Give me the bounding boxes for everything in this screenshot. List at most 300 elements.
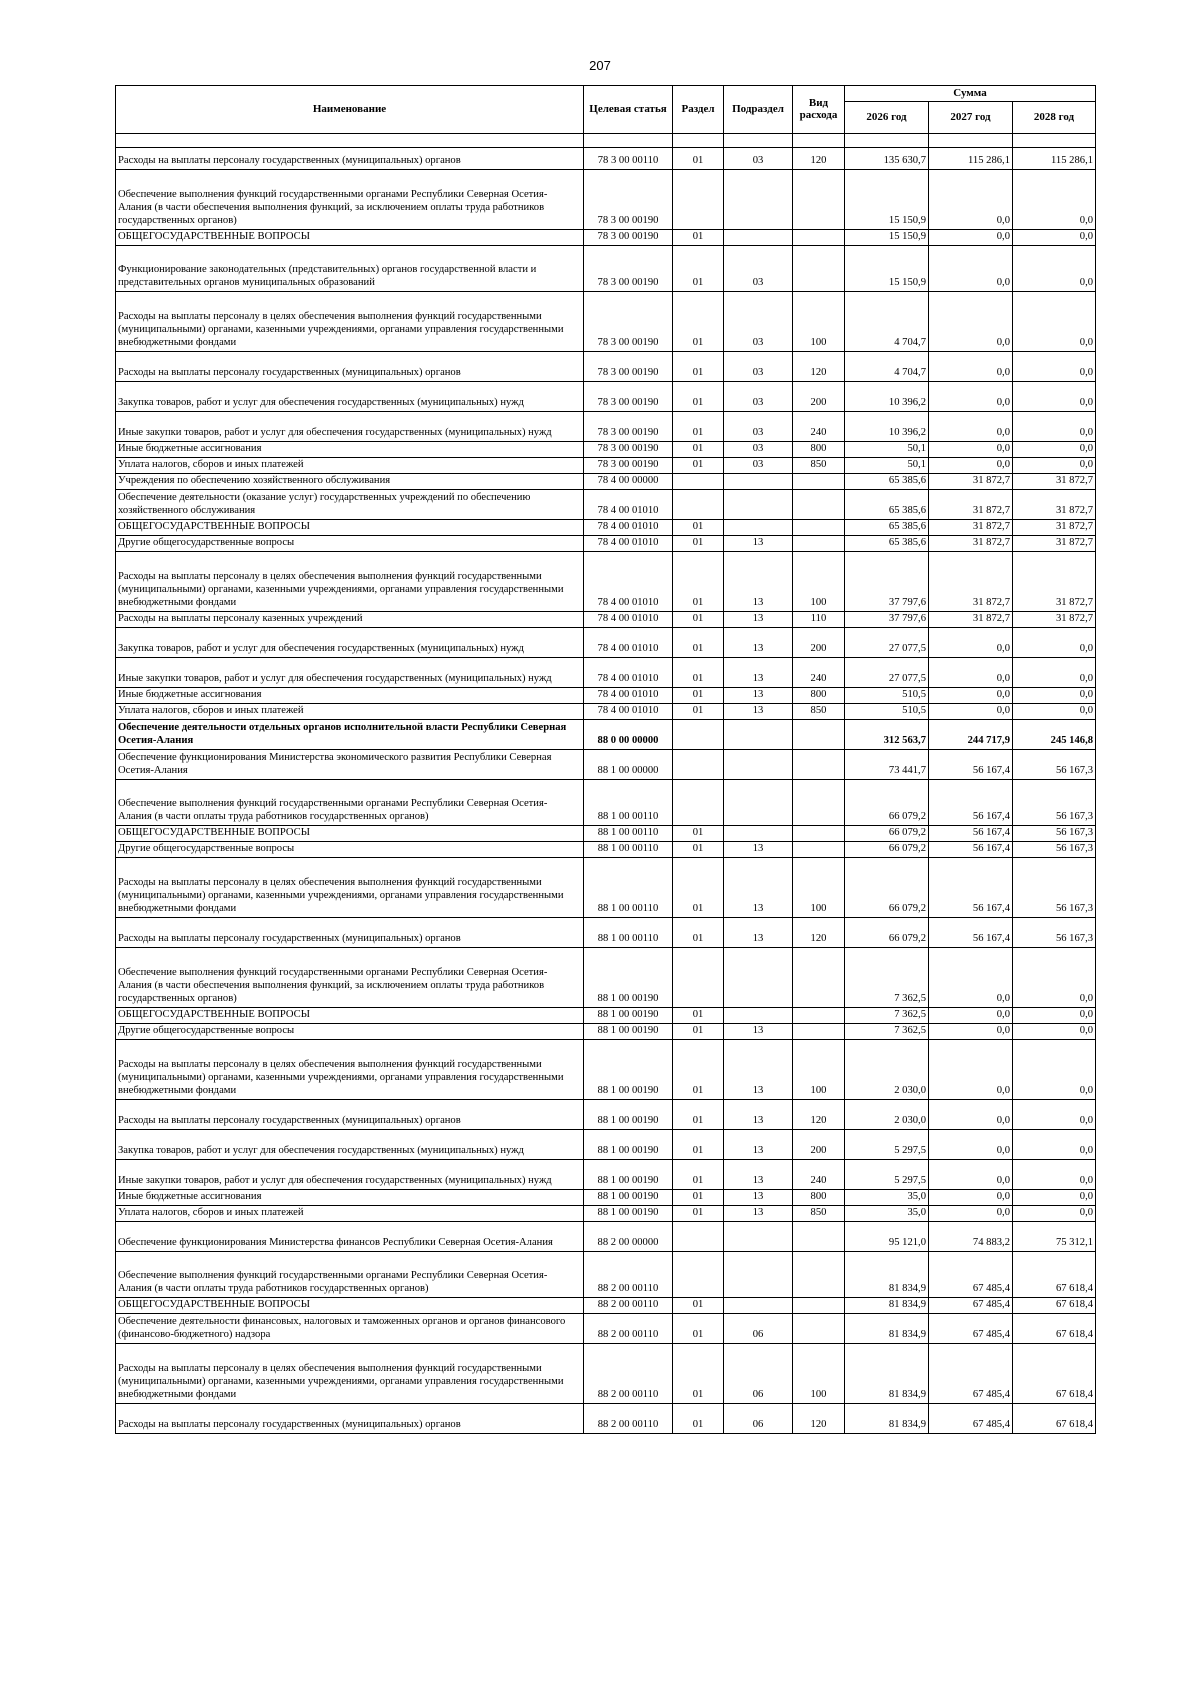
cell-sum-2028: 56 167,3 (1013, 858, 1096, 918)
col-header-2028: 2028 год (1013, 102, 1096, 134)
cell-sum-2026: 135 630,7 (845, 148, 929, 170)
cell-expense-type: 800 (793, 688, 845, 704)
cell-target-code: 88 0 00 00000 (584, 720, 673, 750)
cell-sum-2028: 0,0 (1013, 412, 1096, 442)
cell-sum-2026: 15 150,9 (845, 246, 929, 292)
cell-expense-type (793, 1222, 845, 1252)
cell-section: 01 (673, 352, 724, 382)
cell-expense-type: 120 (793, 148, 845, 170)
cell-subsection: 03 (724, 382, 793, 412)
cell-subsection: 03 (724, 442, 793, 458)
table-row (116, 948, 1096, 1008)
cell-section: 01 (673, 292, 724, 352)
cell-section: 01 (673, 1100, 724, 1130)
cell-subsection (724, 750, 793, 780)
cell-target-code: 88 1 00 00110 (584, 858, 673, 918)
table-row (116, 858, 1096, 918)
cell-name: ОБЩЕГОСУДАРСТВЕННЫЕ ВОПРОСЫ (116, 826, 584, 842)
cell-subsection: 13 (724, 704, 793, 720)
cell-target-code: 88 2 00 00110 (584, 1404, 673, 1434)
cell-section: 01 (673, 612, 724, 628)
cell-subsection: 03 (724, 246, 793, 292)
cell-sum-2028: 56 167,3 (1013, 826, 1096, 842)
cell-name: Иные закупки товаров, работ и услуг для обеспечения государственных (муниципальных) нужд (116, 1160, 584, 1190)
cell-expense-type (793, 1298, 845, 1314)
table-row (116, 490, 1096, 520)
cell-sum-2028: 245 146,8 (1013, 720, 1096, 750)
cell-target-code: 88 1 00 00190 (584, 1206, 673, 1222)
cell-name: Уплата налогов, сборов и иных платежей (116, 704, 584, 720)
cell-sum-2028: 31 872,7 (1013, 520, 1096, 536)
cell-subsection (724, 720, 793, 750)
cell-target-code: 78 4 00 01010 (584, 704, 673, 720)
cell-sum-2026: 81 834,9 (845, 1404, 929, 1434)
cell-expense-type: 850 (793, 458, 845, 474)
cell-sum-2028: 0,0 (1013, 1008, 1096, 1024)
cell-section: 01 (673, 1190, 724, 1206)
table-row (116, 1252, 1096, 1298)
cell-sum-2026: 2 030,0 (845, 1100, 929, 1130)
cell-sum-2026: 66 079,2 (845, 826, 929, 842)
cell-sum-2028: 67 618,4 (1013, 1314, 1096, 1344)
cell-name: Расходы на выплаты персоналу в целях обеспечения выполнения функций государственными (муниципальными) органами, казенными учреждениями, органами управления государственными внебюджетными фондами (116, 292, 584, 352)
cell-sum-2026: 37 797,6 (845, 552, 929, 612)
cell-sum-2026: 4 704,7 (845, 292, 929, 352)
cell-section (673, 170, 724, 230)
cell-name: Иные бюджетные ассигнования (116, 442, 584, 458)
cell-target-code: 78 4 00 01010 (584, 628, 673, 658)
cell-target-code: 78 4 00 01010 (584, 688, 673, 704)
cell-sum-2027: 0,0 (929, 170, 1013, 230)
cell-expense-type (793, 246, 845, 292)
cell-section (673, 490, 724, 520)
cell-subsection: 06 (724, 1314, 793, 1344)
cell-sum-2027: 74 883,2 (929, 1222, 1013, 1252)
table-row (116, 750, 1096, 780)
table-row (116, 292, 1096, 352)
table-row (116, 352, 1096, 382)
cell-sum-2026: 2 030,0 (845, 1040, 929, 1100)
cell-sum-2027: 0,0 (929, 1040, 1013, 1100)
cell-subsection: 03 (724, 458, 793, 474)
col-header-2027: 2027 год (929, 102, 1013, 134)
cell-subsection: 13 (724, 858, 793, 918)
cell-sum-2028: 67 618,4 (1013, 1298, 1096, 1314)
cell-target-code: 88 2 00 00110 (584, 1252, 673, 1298)
cell-expense-type (793, 1252, 845, 1298)
cell-target-code: 88 2 00 00000 (584, 1222, 673, 1252)
cell-name: Иные закупки товаров, работ и услуг для обеспечения государственных (муниципальных) нужд (116, 658, 584, 688)
cell-target-code: 78 3 00 00190 (584, 170, 673, 230)
table-row (116, 1190, 1096, 1206)
cell-name: Обеспечение выполнения функций государственными органами Республики Северная Осетия-Алания (в части оплаты труда работников государственных органов) (116, 780, 584, 826)
cell-sum-2027: 56 167,4 (929, 826, 1013, 842)
cell-subsection (724, 826, 793, 842)
table-row (116, 246, 1096, 292)
cell-subsection (724, 1008, 793, 1024)
table-row (116, 1040, 1096, 1100)
cell-subsection: 13 (724, 1190, 793, 1206)
cell-sum-2027: 31 872,7 (929, 552, 1013, 612)
cell-target-code: 88 2 00 00110 (584, 1314, 673, 1344)
table-row (116, 148, 1096, 170)
table-row (116, 1404, 1096, 1434)
cell-expense-type (793, 170, 845, 230)
cell-name: Другие общегосударственные вопросы (116, 1024, 584, 1040)
cell-sum-2028: 31 872,7 (1013, 490, 1096, 520)
cell-expense-type (793, 750, 845, 780)
cell-expense-type: 240 (793, 412, 845, 442)
cell-target-code: 88 1 00 00110 (584, 842, 673, 858)
cell-sum-2027: 0,0 (929, 382, 1013, 412)
cell-section: 01 (673, 1130, 724, 1160)
cell-sum-2028: 0,0 (1013, 1024, 1096, 1040)
cell-sum-2026: 510,5 (845, 704, 929, 720)
cell-target-code: 78 3 00 00190 (584, 352, 673, 382)
cell-expense-type: 100 (793, 858, 845, 918)
cell-sum-2027: 56 167,4 (929, 750, 1013, 780)
cell-section: 01 (673, 1298, 724, 1314)
cell-sum-2026: 7 362,5 (845, 1024, 929, 1040)
cell-expense-type: 120 (793, 1404, 845, 1434)
cell-target-code: 88 1 00 00190 (584, 948, 673, 1008)
cell-name: Обеспечение функционирования Министерства экономического развития Республики Северная Осетия-Алания (116, 750, 584, 780)
cell-sum-2028: 0,0 (1013, 704, 1096, 720)
cell-name: ОБЩЕГОСУДАРСТВЕННЫЕ ВОПРОСЫ (116, 520, 584, 536)
cell-sum-2028: 0,0 (1013, 1160, 1096, 1190)
cell-section: 01 (673, 1344, 724, 1404)
cell-expense-type: 200 (793, 628, 845, 658)
cell-subsection (724, 780, 793, 826)
cell-target-code: 78 4 00 01010 (584, 490, 673, 520)
table-row (116, 474, 1096, 490)
cell-sum-2028: 0,0 (1013, 628, 1096, 658)
cell-sum-2027: 115 286,1 (929, 148, 1013, 170)
cell-sum-2027: 244 717,9 (929, 720, 1013, 750)
col-header-2026: 2026 год (845, 102, 929, 134)
table-body (116, 134, 1096, 1434)
cell-name: Расходы на выплаты персоналу государственных (муниципальных) органов (116, 1404, 584, 1434)
cell-subsection: 06 (724, 1344, 793, 1404)
cell-subsection: 13 (724, 1100, 793, 1130)
cell-sum-2028: 0,0 (1013, 1100, 1096, 1130)
header-spacer-row (116, 134, 1096, 148)
cell-sum-2026: 65 385,6 (845, 520, 929, 536)
cell-expense-type (793, 474, 845, 490)
cell-sum-2026: 5 297,5 (845, 1130, 929, 1160)
cell-sum-2028: 31 872,7 (1013, 552, 1096, 612)
cell-target-code: 78 3 00 00190 (584, 292, 673, 352)
cell-section: 01 (673, 628, 724, 658)
cell-target-code: 88 1 00 00110 (584, 918, 673, 948)
table-row (116, 552, 1096, 612)
cell-subsection: 13 (724, 658, 793, 688)
cell-sum-2026: 66 079,2 (845, 918, 929, 948)
cell-target-code: 78 4 00 00000 (584, 474, 673, 490)
cell-name: Расходы на выплаты персоналу государственных (муниципальных) органов (116, 918, 584, 948)
cell-sum-2026: 510,5 (845, 688, 929, 704)
table-row (116, 688, 1096, 704)
cell-sum-2027: 0,0 (929, 230, 1013, 246)
cell-sum-2028: 67 618,4 (1013, 1252, 1096, 1298)
cell-sum-2026: 66 079,2 (845, 858, 929, 918)
cell-sum-2028: 0,0 (1013, 948, 1096, 1008)
cell-sum-2026: 95 121,0 (845, 1222, 929, 1252)
cell-sum-2028: 0,0 (1013, 688, 1096, 704)
cell-expense-type: 110 (793, 612, 845, 628)
cell-sum-2028: 0,0 (1013, 1040, 1096, 1100)
cell-sum-2027: 0,0 (929, 704, 1013, 720)
cell-section: 01 (673, 1040, 724, 1100)
cell-section (673, 948, 724, 1008)
cell-target-code: 78 3 00 00190 (584, 230, 673, 246)
cell-expense-type (793, 1008, 845, 1024)
cell-subsection: 13 (724, 918, 793, 948)
cell-sum-2027: 67 485,4 (929, 1404, 1013, 1434)
cell-name: Расходы на выплаты персоналу в целях обеспечения выполнения функций государственными (муниципальными) органами, казенными учреждениями, органами управления государственными внебюджетными фондами (116, 552, 584, 612)
cell-section: 01 (673, 412, 724, 442)
cell-subsection: 13 (724, 612, 793, 628)
table-row (116, 230, 1096, 246)
cell-section: 01 (673, 230, 724, 246)
cell-name: Закупка товаров, работ и услуг для обеспечения государственных (муниципальных) нужд (116, 1130, 584, 1160)
cell-subsection (724, 948, 793, 1008)
cell-sum-2027: 67 485,4 (929, 1344, 1013, 1404)
table-row (116, 1100, 1096, 1130)
cell-sum-2027: 56 167,4 (929, 858, 1013, 918)
cell-expense-type (793, 842, 845, 858)
cell-expense-type (793, 720, 845, 750)
cell-sum-2028: 67 618,4 (1013, 1404, 1096, 1434)
cell-name: Другие общегосударственные вопросы (116, 842, 584, 858)
cell-subsection (724, 1298, 793, 1314)
col-header-expense-type: Вид расхода (793, 86, 845, 134)
cell-sum-2026: 37 797,6 (845, 612, 929, 628)
cell-subsection: 03 (724, 148, 793, 170)
cell-sum-2028: 0,0 (1013, 658, 1096, 688)
cell-target-code: 88 1 00 00190 (584, 1160, 673, 1190)
cell-sum-2028: 31 872,7 (1013, 474, 1096, 490)
cell-sum-2028: 56 167,3 (1013, 750, 1096, 780)
cell-sum-2027: 56 167,4 (929, 780, 1013, 826)
table-row (116, 780, 1096, 826)
cell-sum-2027: 56 167,4 (929, 918, 1013, 948)
cell-target-code: 88 1 00 00190 (584, 1130, 673, 1160)
cell-sum-2026: 65 385,6 (845, 490, 929, 520)
cell-sum-2026: 66 079,2 (845, 780, 929, 826)
cell-subsection: 13 (724, 1040, 793, 1100)
cell-section (673, 1252, 724, 1298)
table-row (116, 520, 1096, 536)
cell-section (673, 1222, 724, 1252)
cell-expense-type: 850 (793, 1206, 845, 1222)
cell-expense-type: 200 (793, 382, 845, 412)
cell-name: ОБЩЕГОСУДАРСТВЕННЫЕ ВОПРОСЫ (116, 1008, 584, 1024)
cell-expense-type (793, 826, 845, 842)
cell-expense-type (793, 1024, 845, 1040)
cell-section: 01 (673, 246, 724, 292)
cell-sum-2027: 67 485,4 (929, 1252, 1013, 1298)
cell-expense-type: 100 (793, 552, 845, 612)
table-row (116, 1314, 1096, 1344)
cell-sum-2028: 56 167,3 (1013, 918, 1096, 948)
cell-name: Уплата налогов, сборов и иных платежей (116, 1206, 584, 1222)
cell-target-code: 78 4 00 01010 (584, 552, 673, 612)
cell-section (673, 750, 724, 780)
cell-sum-2027: 0,0 (929, 352, 1013, 382)
cell-expense-type (793, 230, 845, 246)
cell-target-code: 88 2 00 00110 (584, 1298, 673, 1314)
cell-sum-2027: 0,0 (929, 292, 1013, 352)
cell-sum-2028: 56 167,3 (1013, 842, 1096, 858)
cell-target-code: 78 3 00 00190 (584, 442, 673, 458)
cell-subsection: 13 (724, 1206, 793, 1222)
cell-sum-2028: 31 872,7 (1013, 536, 1096, 552)
cell-section: 01 (673, 688, 724, 704)
cell-sum-2028: 75 312,1 (1013, 1222, 1096, 1252)
cell-sum-2026: 27 077,5 (845, 628, 929, 658)
cell-sum-2028: 0,0 (1013, 1130, 1096, 1160)
cell-sum-2028: 31 872,7 (1013, 612, 1096, 628)
cell-subsection (724, 520, 793, 536)
cell-sum-2027: 0,0 (929, 688, 1013, 704)
cell-section: 01 (673, 842, 724, 858)
cell-section: 01 (673, 536, 724, 552)
cell-expense-type: 240 (793, 658, 845, 688)
cell-target-code: 88 1 00 00110 (584, 826, 673, 842)
col-header-subsection: Подраздел (724, 86, 793, 134)
cell-name: Закупка товаров, работ и услуг для обеспечения государственных (муниципальных) нужд (116, 382, 584, 412)
cell-name: Закупка товаров, работ и услуг для обеспечения государственных (муниципальных) нужд (116, 628, 584, 658)
cell-section: 01 (673, 704, 724, 720)
col-header-name: Наименование (116, 86, 584, 134)
cell-sum-2028: 0,0 (1013, 230, 1096, 246)
cell-sum-2027: 31 872,7 (929, 612, 1013, 628)
cell-sum-2027: 0,0 (929, 658, 1013, 688)
cell-sum-2027: 0,0 (929, 1190, 1013, 1206)
cell-name: Обеспечение выполнения функций государственными органами Республики Северная Осетия-Алания (в части обеспечения выполнения функций, за исключением оплаты труда работников государственных органов) (116, 170, 584, 230)
cell-sum-2026: 4 704,7 (845, 352, 929, 382)
cell-name: Расходы на выплаты персоналу в целях обеспечения выполнения функций государственными (муниципальными) органами, казенными учреждениями, органами управления государственными внебюджетными фондами (116, 1040, 584, 1100)
cell-target-code: 78 4 00 01010 (584, 520, 673, 536)
cell-expense-type (793, 490, 845, 520)
cell-sum-2026: 81 834,9 (845, 1314, 929, 1344)
cell-sum-2027: 67 485,4 (929, 1298, 1013, 1314)
cell-name: Расходы на выплаты персоналу государственных (муниципальных) органов (116, 1100, 584, 1130)
cell-expense-type: 120 (793, 918, 845, 948)
cell-subsection: 06 (724, 1404, 793, 1434)
cell-subsection: 13 (724, 1130, 793, 1160)
cell-section: 01 (673, 442, 724, 458)
table-row (116, 1130, 1096, 1160)
cell-section: 01 (673, 1206, 724, 1222)
cell-subsection: 03 (724, 412, 793, 442)
cell-sum-2027: 0,0 (929, 1160, 1013, 1190)
cell-name: ОБЩЕГОСУДАРСТВЕННЫЕ ВОПРОСЫ (116, 230, 584, 246)
cell-section: 01 (673, 826, 724, 842)
cell-sum-2026: 50,1 (845, 442, 929, 458)
cell-name: Учреждения по обеспечению хозяйственного обслуживания (116, 474, 584, 490)
table-row (116, 720, 1096, 750)
table-row (116, 442, 1096, 458)
cell-section (673, 720, 724, 750)
cell-name: Обеспечение деятельности отдельных органов исполнительной власти Республики Северная Осетия-Алания (116, 720, 584, 750)
cell-sum-2026: 15 150,9 (845, 170, 929, 230)
table-row (116, 412, 1096, 442)
cell-sum-2026: 81 834,9 (845, 1298, 929, 1314)
cell-subsection: 13 (724, 688, 793, 704)
cell-target-code: 78 3 00 00110 (584, 148, 673, 170)
cell-expense-type: 120 (793, 352, 845, 382)
cell-name: Функционирование законодательных (представительных) органов государственной власти и представительных органов муниципальных образований (116, 246, 584, 292)
cell-target-code: 88 1 00 00000 (584, 750, 673, 780)
cell-sum-2027: 67 485,4 (929, 1314, 1013, 1344)
cell-section: 01 (673, 1024, 724, 1040)
cell-subsection (724, 490, 793, 520)
cell-target-code: 88 1 00 00190 (584, 1100, 673, 1130)
cell-name: Другие общегосударственные вопросы (116, 536, 584, 552)
cell-sum-2026: 65 385,6 (845, 536, 929, 552)
table-row (116, 1344, 1096, 1404)
cell-subsection: 13 (724, 628, 793, 658)
cell-target-code: 78 4 00 01010 (584, 658, 673, 688)
cell-expense-type (793, 948, 845, 1008)
table-row (116, 628, 1096, 658)
cell-expense-type (793, 780, 845, 826)
cell-subsection: 13 (724, 552, 793, 612)
table-row (116, 1008, 1096, 1024)
cell-sum-2028: 0,0 (1013, 1190, 1096, 1206)
cell-sum-2028: 0,0 (1013, 1206, 1096, 1222)
cell-section: 01 (673, 1314, 724, 1344)
cell-section: 01 (673, 1008, 724, 1024)
cell-sum-2027: 0,0 (929, 246, 1013, 292)
table-row (116, 1160, 1096, 1190)
cell-expense-type: 240 (793, 1160, 845, 1190)
cell-sum-2028: 0,0 (1013, 442, 1096, 458)
cell-expense-type: 120 (793, 1100, 845, 1130)
cell-name: Расходы на выплаты персоналу казенных учреждений (116, 612, 584, 628)
cell-subsection (724, 1252, 793, 1298)
cell-subsection (724, 474, 793, 490)
cell-name: Обеспечение функционирования Министерства финансов Республики Северная Осетия-Алания (116, 1222, 584, 1252)
table-row (116, 826, 1096, 842)
cell-name: Уплата налогов, сборов и иных платежей (116, 458, 584, 474)
cell-name: Иные закупки товаров, работ и услуг для обеспечения государственных (муниципальных) нужд (116, 412, 584, 442)
cell-sum-2027: 31 872,7 (929, 520, 1013, 536)
cell-sum-2026: 35,0 (845, 1190, 929, 1206)
cell-expense-type: 100 (793, 1344, 845, 1404)
cell-section: 01 (673, 382, 724, 412)
cell-subsection (724, 230, 793, 246)
cell-subsection: 13 (724, 1160, 793, 1190)
cell-name: Расходы на выплаты персоналу в целях обеспечения выполнения функций государственными (муниципальными) органами, казенными учреждениями, органами управления государственными внебюджетными фондами (116, 1344, 584, 1404)
cell-sum-2028: 56 167,3 (1013, 780, 1096, 826)
cell-subsection: 13 (724, 536, 793, 552)
cell-name: Иные бюджетные ассигнования (116, 1190, 584, 1206)
cell-expense-type (793, 520, 845, 536)
table-row (116, 704, 1096, 720)
col-header-section: Раздел (673, 86, 724, 134)
cell-target-code: 78 3 00 00190 (584, 246, 673, 292)
cell-subsection: 03 (724, 352, 793, 382)
cell-sum-2027: 0,0 (929, 412, 1013, 442)
cell-expense-type (793, 1314, 845, 1344)
cell-sum-2027: 31 872,7 (929, 536, 1013, 552)
cell-sum-2028: 0,0 (1013, 352, 1096, 382)
cell-name: ОБЩЕГОСУДАРСТВЕННЫЕ ВОПРОСЫ (116, 1298, 584, 1314)
cell-sum-2028: 0,0 (1013, 246, 1096, 292)
